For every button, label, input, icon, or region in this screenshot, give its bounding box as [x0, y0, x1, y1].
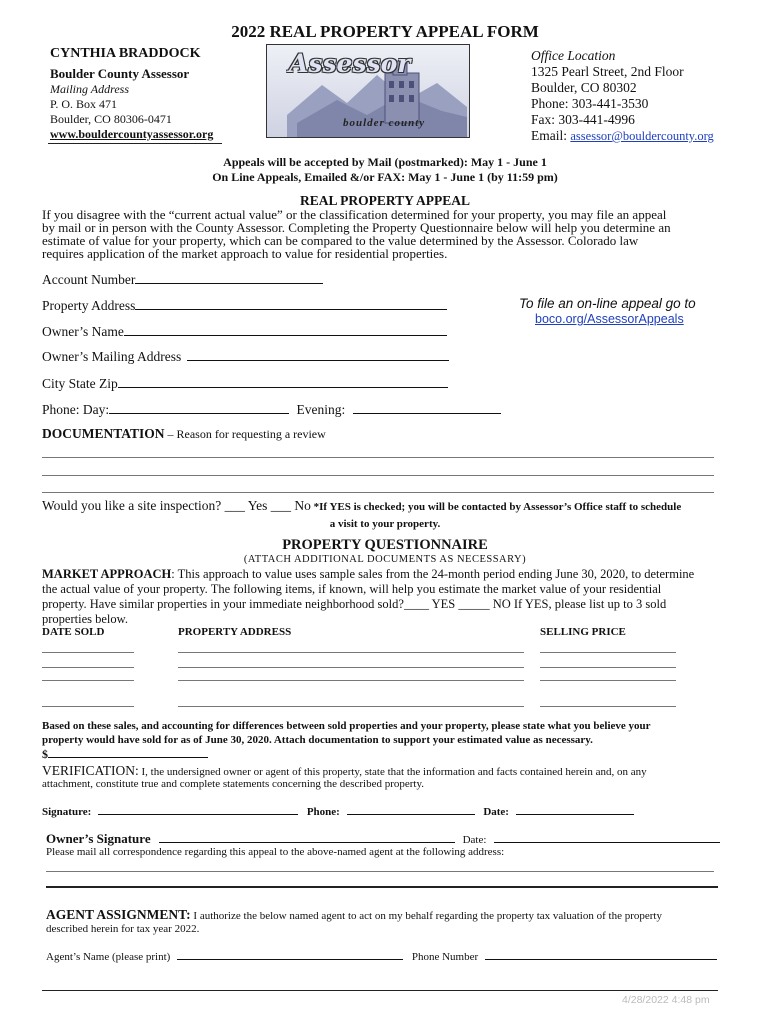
phone-evening-label: Evening:	[296, 402, 346, 417]
online-appeal-link[interactable]: boco.org/AssessorAppeals	[535, 312, 684, 326]
office-phone: Phone: 303-441-3530	[531, 96, 649, 111]
verification-label: VERIFICATION:	[42, 763, 139, 778]
footer-timestamp: 4/28/2022 4:48 pm	[622, 994, 710, 1006]
account-number-label: Account Number	[42, 272, 136, 287]
agent-phone-field[interactable]	[485, 949, 717, 960]
owner-name-label: Owner’s Name	[42, 324, 124, 339]
section-divider	[46, 886, 718, 888]
owner-signature-label: Owner’s Signature	[46, 831, 151, 846]
logo-text-bottom: boulder county	[343, 117, 426, 129]
agent-assignment-text2: described herein for tax year 2022.	[46, 923, 200, 935]
office-line2: Boulder, CO 80302	[531, 80, 637, 95]
owner-date-field[interactable]	[494, 832, 720, 843]
property-address-label: Property Address	[42, 298, 136, 313]
form-title: 2022 REAL PROPERTY APPEAL FORM	[231, 22, 539, 41]
phone-row	[42, 401, 501, 418]
owner-signature-field[interactable]	[159, 832, 455, 843]
market-approach-text3: property. Have similar properties in your immediate neighborhood sold?____ YES _____ NO If YES, please list up to 3 sold	[42, 597, 667, 611]
documentation-label: DOCUMENTATION	[42, 426, 165, 441]
market-approach-text1: : This approach to value uses sample sales from the 24-month period ending June 30, 2020, to determine	[171, 567, 695, 581]
questionnaire-heading: PROPERTY QUESTIONNAIRE	[282, 537, 488, 553]
agent-assignment-label: AGENT ASSIGNMENT:	[46, 907, 191, 922]
email-label: Email:	[531, 128, 571, 143]
mailing-label: Mailing Address	[50, 82, 130, 96]
sale1-address[interactable]	[178, 652, 524, 653]
mailing-line2: Boulder, CO 80306-0471	[50, 112, 172, 126]
market-approach-row	[42, 567, 694, 582]
agent-phone-label: Phone Number	[411, 951, 479, 963]
signature-row	[42, 804, 634, 818]
based-on-sales-text2: property would have sold for as of June 30, 2020. Attach documentation to support your estimated value as necessary.	[42, 734, 593, 746]
agent-address-line[interactable]	[46, 871, 714, 872]
agent-name-row	[46, 949, 717, 963]
inspection-note: *If YES is checked; you will be contacted by Assessor’s Office staff to schedule	[310, 501, 682, 513]
appeal-intro4: requires application of the market approach to value for residential properties.	[42, 246, 448, 261]
documentation-line-1[interactable]	[42, 457, 714, 458]
documentation-text: – Reason for requesting a review	[164, 427, 326, 441]
appeal-intro3: estimate of value for your property, which can be compared to the value determined by the Assessor. Colorado law	[42, 233, 639, 248]
col-selling-price: SELLING PRICE	[540, 626, 626, 638]
city-state-zip-field[interactable]	[118, 375, 448, 388]
email-link[interactable]: assessor@bouldercounty.org	[570, 129, 714, 143]
agent-assignment-text1: I authorize the below named agent to act on my behalf regarding the property tax valuation of the property	[190, 910, 662, 922]
sale4-price[interactable]	[540, 706, 676, 707]
city-state-zip-label: City State Zip	[42, 376, 118, 391]
inspection-question[interactable]: Would you like a site inspection? ___ Yes ___ No	[42, 498, 311, 513]
sale3-date[interactable]	[42, 680, 134, 681]
agent-assignment-row	[46, 906, 662, 924]
footer-divider	[42, 990, 718, 991]
sale3-address[interactable]	[178, 680, 524, 681]
verification-text2: attachment, constitute true and complete statements concerning the described property.	[42, 778, 425, 790]
mailing-line1: P. O. Box 471	[50, 97, 118, 111]
sale1-price[interactable]	[540, 652, 676, 653]
estimated-value-row	[42, 746, 208, 762]
office-fax: Fax: 303-441-4996	[531, 112, 635, 127]
market-approach-text2: the actual value of your property. The following items, if known, will help you estimate the market value of your residential	[42, 582, 662, 596]
signature-label: Signature:	[42, 806, 92, 818]
inspection-note2: a visit to your property.	[329, 518, 441, 530]
verification-phone-label: Phone:	[306, 806, 340, 818]
notice-line2: On Line Appeals, Emailed &/or FAX: May 1 - June 1 (by 11:59 pm)	[212, 170, 558, 184]
property-address-field[interactable]	[135, 297, 447, 310]
website-link[interactable]: www.bouldercountyassessor.org	[50, 127, 214, 141]
account-number-field[interactable]	[135, 271, 323, 284]
market-approach-text4: properties below.	[42, 612, 128, 626]
assessor-name: CYNTHIA BRADDOCK	[50, 46, 201, 61]
owner-name-field[interactable]	[124, 323, 447, 336]
sale4-address[interactable]	[178, 706, 524, 707]
verification-date-label: Date:	[483, 806, 509, 818]
owner-name-row	[42, 323, 447, 340]
documentation-row	[42, 426, 326, 442]
col-property-address: PROPERTY ADDRESS	[178, 626, 292, 638]
sale3-price[interactable]	[540, 680, 676, 681]
market-approach-label: MARKET APPROACH	[42, 567, 172, 581]
account-number-row	[42, 271, 323, 288]
office-email-row	[531, 128, 714, 144]
verification-phone-field[interactable]	[347, 804, 475, 815]
appeal-intro1: If you disagree with the “current actual value” or the classification determined for your property, you may file an appeal	[42, 207, 667, 222]
logo-text-top: Assessor	[289, 49, 411, 78]
phone-day-field[interactable]	[109, 401, 289, 414]
documentation-line-3[interactable]	[42, 492, 714, 493]
agent-name-label: Agent’s Name (please print)	[46, 951, 171, 963]
inspection-row	[42, 497, 681, 515]
assessor-logo	[266, 44, 470, 138]
header-divider-left	[48, 143, 222, 144]
office-label: Office Location	[531, 48, 616, 63]
estimated-value-field[interactable]	[48, 746, 208, 758]
documentation-line-2[interactable]	[42, 475, 714, 476]
assessor-title: Boulder County Assessor	[50, 66, 190, 81]
appeal-heading: REAL PROPERTY APPEAL	[299, 193, 471, 208]
based-on-sales-text1: Based on these sales, and accounting for differences between sold properties and your property, please state what you believe your	[42, 720, 651, 732]
verification-date-field[interactable]	[516, 804, 634, 815]
dollar-sign: $	[42, 747, 48, 761]
phone-day-label: Phone: Day:	[42, 402, 110, 417]
online-appeal-text: To file an on-line appeal go to	[519, 296, 696, 311]
notice-line1: Appeals will be accepted by Mail (postmarked): May 1 - June 1	[223, 155, 547, 169]
owner-mailing-label: Owner’s Mailing Address	[42, 349, 182, 364]
owner-mail-note: Please mail all correspondence regarding this appeal to the above-named agent at the following address:	[46, 846, 505, 858]
owner-date-label: Date:	[462, 834, 487, 846]
signature-field[interactable]	[98, 804, 298, 815]
sale4-date[interactable]	[42, 706, 134, 707]
verification-text1: I, the undersigned owner or agent of this property, state that the information and facts contained herein and, on any	[138, 766, 647, 778]
owner-mailing-field[interactable]	[187, 348, 449, 361]
questionnaire-subheading: (ATTACH ADDITIONAL DOCUMENTS AS NECESSARY)	[243, 554, 527, 565]
property-address-row	[42, 297, 447, 314]
sale2-price[interactable]	[540, 667, 676, 668]
col-date-sold: DATE SOLD	[42, 626, 105, 638]
sale2-address[interactable]	[178, 667, 524, 668]
sale1-date[interactable]	[42, 652, 134, 653]
sale2-date[interactable]	[42, 667, 134, 668]
city-state-zip-row	[42, 375, 448, 392]
office-line1: 1325 Pearl Street, 2nd Floor	[531, 64, 684, 79]
appeal-intro2: by mail or in person with the County Assessor. Completing the Property Questionnaire below will help you determine an	[42, 220, 671, 235]
owner-mailing-row	[42, 348, 449, 365]
phone-evening-field[interactable]	[353, 401, 501, 414]
agent-name-field[interactable]	[177, 949, 403, 960]
